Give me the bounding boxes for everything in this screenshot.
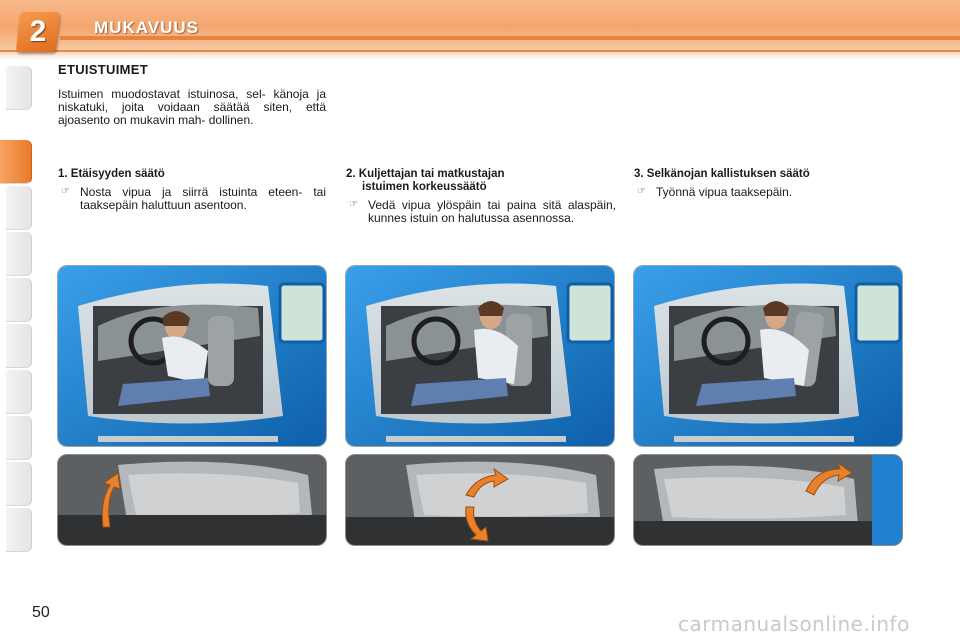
pointing-hand-icon: ☞ bbox=[637, 186, 646, 197]
photo-backrest-adjust bbox=[633, 265, 903, 447]
chapter-tab-7[interactable] bbox=[6, 370, 32, 414]
chapter-number: 2 bbox=[29, 15, 47, 48]
detail-distance-lever bbox=[57, 454, 327, 546]
photo-distance-adjust bbox=[57, 265, 327, 447]
instruction-step-text: Työnnä vipua taaksepäin. bbox=[656, 185, 793, 199]
section-intro: Istuimen muodostavat istuinosa, sel- känoja ja niskatuki, joita voidaan säätää siten, että ajoasento on mukavin mah- dollinen. bbox=[58, 87, 326, 127]
instruction-step-text: Nosta vipua ja siirrä istuinta eteen- tai taaksepäin haluttuun asentoon. bbox=[80, 185, 326, 212]
detail-backrest-lever bbox=[633, 454, 903, 546]
chapter-tab-5[interactable] bbox=[6, 278, 32, 322]
instruction-title-line: 3. Selkänojan kallistuksen säätö bbox=[634, 168, 810, 180]
chapter-tabs bbox=[0, 66, 34, 574]
chapter-tab-3[interactable] bbox=[6, 186, 32, 230]
chapter-tab-6[interactable] bbox=[6, 324, 32, 368]
header-fade bbox=[0, 52, 960, 60]
chapter-tab-10[interactable] bbox=[6, 508, 32, 552]
chapter-tab-8[interactable] bbox=[6, 416, 32, 460]
chapter-tab-9[interactable] bbox=[6, 462, 32, 506]
instruction-title bbox=[346, 168, 616, 194]
chapter-tab-4[interactable] bbox=[6, 232, 32, 276]
instruction-step bbox=[634, 186, 904, 199]
chapter-tab-2-active[interactable] bbox=[0, 140, 32, 184]
pointing-hand-icon: ☞ bbox=[61, 186, 70, 197]
instruction-distance bbox=[58, 168, 326, 211]
instruction-height bbox=[346, 168, 616, 224]
instruction-title-line: 2. Kuljettajan tai matkustajan bbox=[346, 168, 505, 180]
instruction-title bbox=[58, 168, 326, 181]
instruction-step bbox=[346, 199, 616, 224]
instruction-backrest bbox=[634, 168, 904, 199]
instruction-step-text: Vedä vipua ylöspäin tai paina sitä alaspäin, kunnes istuin on halutussa asennossa. bbox=[368, 198, 616, 225]
photo-height-adjust bbox=[345, 265, 615, 447]
instruction-step bbox=[58, 186, 326, 211]
instruction-title bbox=[634, 168, 904, 181]
instruction-title-line: istuimen korkeussäätö bbox=[362, 181, 487, 193]
detail-height-lever bbox=[345, 454, 615, 546]
section-title: ETUISTUIMET bbox=[58, 62, 148, 77]
chapter-tab-1[interactable] bbox=[6, 66, 32, 110]
page-number: 50 bbox=[32, 604, 50, 621]
pointing-hand-icon: ☞ bbox=[349, 199, 358, 210]
instruction-title-line: 1. Etäisyyden säätö bbox=[58, 168, 165, 180]
watermark: carmanualsonline.info bbox=[678, 612, 910, 636]
chapter-title: MUKAVUUS bbox=[94, 18, 199, 37]
